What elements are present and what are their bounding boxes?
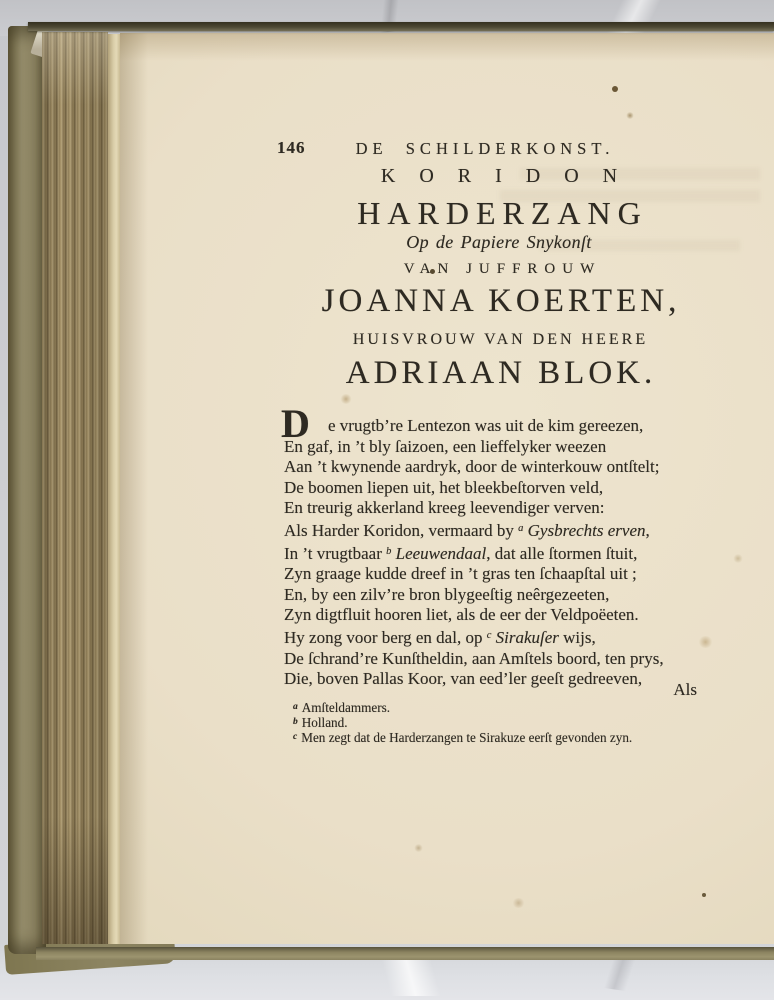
foxing-spot: [626, 112, 634, 119]
book-top-edge: [28, 22, 774, 31]
poem-line: Aan ’t kwynende aardryk, door de winterkouw ontſtelt;: [284, 457, 660, 477]
dedication-line: HUISVROUW VAN DEN HEERE: [352, 331, 649, 348]
poem-title: KORIDON: [380, 165, 642, 187]
catchword: Als: [673, 680, 697, 699]
poem-subtitle: HARDERZANG: [357, 195, 648, 231]
poem-line: In ’t vrugtbaar $^b$ Leeuwendaal, dat alle ſtormen ſtuit,: [284, 543, 638, 563]
poem-line: Als Harder Koridon, vermaard by $^a$ Gysbrechts erven,: [284, 520, 650, 540]
poem-line: De boomen liepen uit, het bleekbeſtorven veld,: [284, 477, 604, 497]
poem-line: De ſchrand’re Kunſtheldin, aan Amſtels boord, ten prys,: [284, 648, 664, 668]
footnote-text: Men zegt dat de Harderzangen te Sirakuze eerſt gevonden zyn.: [301, 730, 633, 746]
footnote-text: Holland.: [301, 715, 348, 731]
poem-line: Hy zong voor berg en dal, op $^c$ Sirakuſer wijs,: [284, 627, 596, 647]
page-number: 146: [277, 138, 306, 157]
poem-line: En treurig akkerland kreeg leevendiger verven:: [284, 498, 605, 518]
dedication-name: ADRIAAN BLOK.: [345, 355, 657, 391]
footnote-text: Amſteldammers.: [301, 700, 391, 715]
poem: [284, 416, 716, 690]
footnote: [293, 700, 632, 715]
book-cover-edge: [8, 26, 46, 954]
footnote-marker: a: [293, 702, 298, 712]
dedication-line: VAN JUFFROUW: [403, 261, 602, 277]
foxing-spot: [414, 844, 423, 852]
footnote: [293, 730, 632, 745]
foxing-spot: [702, 893, 706, 897]
poem-line: Zyn digtfluit hooren liet, als de eer der Veldpoëeten.: [284, 605, 639, 625]
poem-line: e vrugtb’re Lentezon was uit de kim gereezen,: [328, 416, 644, 435]
footnote: [293, 715, 632, 730]
running-title: DE SCHILDERKONST.: [355, 139, 615, 158]
poem-line: Zyn graage kudde dreef in ’t gras ten ſchaapſtal uit ;: [284, 564, 637, 584]
poem-line: Die, boven Pallas Koor, van eed’ler geeſt gedreeven,: [284, 669, 643, 689]
drop-cap: D: [281, 401, 310, 446]
footnotes: [293, 700, 632, 746]
footnote-marker: b: [293, 717, 298, 728]
book-bottom-edge: [36, 947, 774, 960]
page-fore-edges: [42, 32, 108, 944]
poem-line: En gaf, in ’t bly ſaizoen, een lieffelyker weezen: [284, 436, 607, 456]
dedication-name: JOANNA KOERTEN,: [321, 283, 681, 319]
foxing-spot: [612, 86, 618, 92]
foxing-spot: [512, 898, 525, 908]
foxing-spot: [340, 394, 352, 404]
inner-page-edges: [108, 34, 120, 944]
foxing-spot: [733, 554, 743, 563]
occasion-line: Op de Papiere Snykonſt: [406, 232, 592, 252]
poem-line: En, by een zilv’re bron blygeeſtig neêrgezeeten,: [284, 584, 610, 604]
footnote-marker: c: [293, 732, 298, 743]
